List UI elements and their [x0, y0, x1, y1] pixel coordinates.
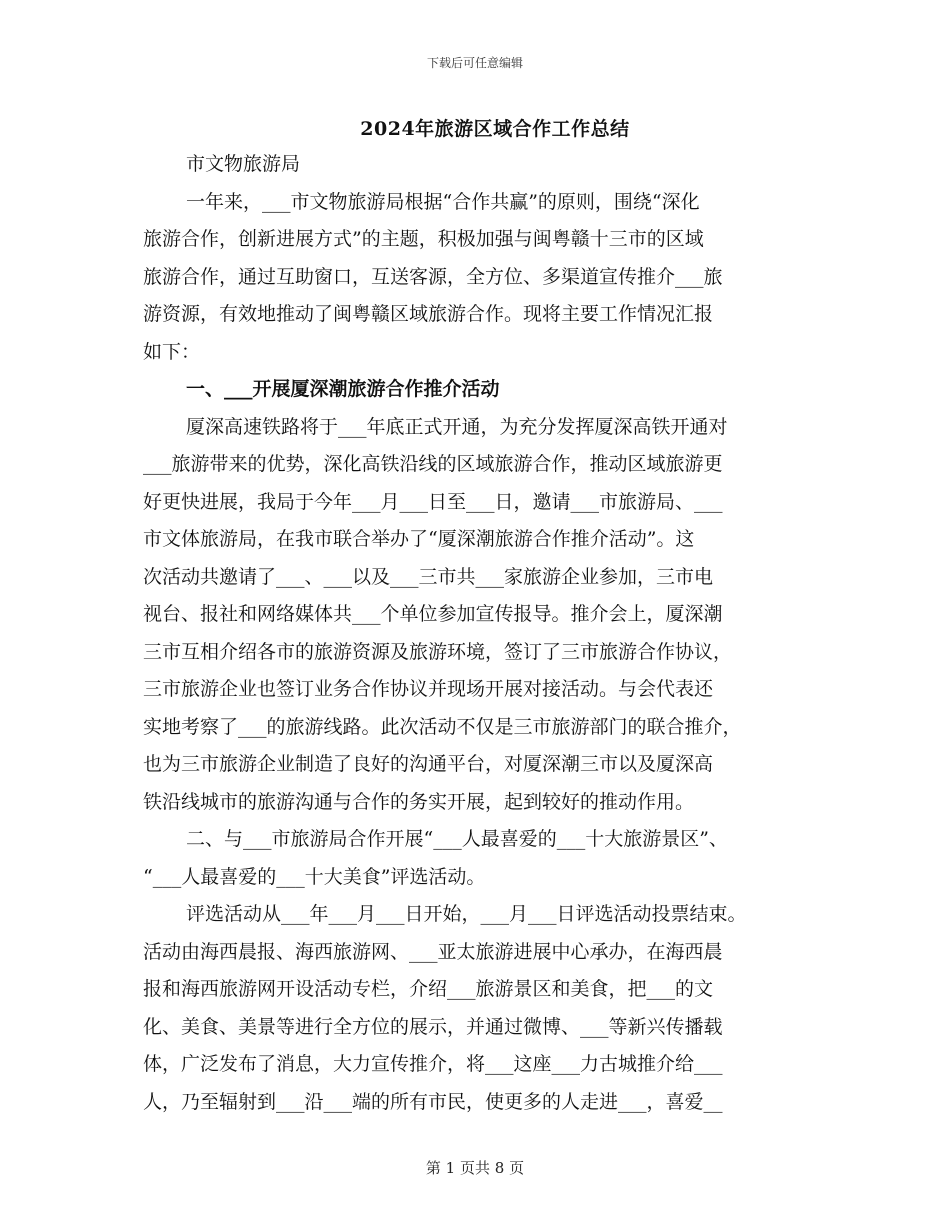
paragraph-line: 评选活动从___年___月___日开始，___月___日评选活动投票结束。 [186, 903, 747, 925]
paragraph-line: 市文体旅游局，在我市联合举办了“厦深潮旅游合作推介活动”。这 [143, 528, 695, 550]
paragraph-line: 活动由海西晨报、海西旅游网、___亚太旅游进展中心承办，在海西晨 [143, 940, 723, 963]
paragraph-line: 视台、报社和网络媒体共___个单位参加宣传报导。推介会上，厦深潮 [143, 603, 723, 625]
section-heading-1: 一、___开展厦深潮旅游合作推介活动 [186, 378, 500, 400]
paragraph-line: ___旅游带来的优势，深化高铁沿线的区域旅游合作，推动区域旅游更 [143, 453, 723, 475]
section-heading-2-continued: “___人最喜爱的___十大美食”评选活动。 [143, 865, 486, 888]
paragraph-line: 旅游合作，创新进展方式”的主题，积极加强与闽粤赣十三市的区域 [143, 228, 704, 250]
page-header-note: 下载后可任意编辑 [426, 56, 523, 70]
paragraph-line: 如下： [143, 340, 201, 363]
paragraph-line: 三市旅游企业也签订业务合作协议并现场开展对接活动。与会代表还 [143, 678, 714, 700]
document-title: 2024年旅游区域合作工作总结 [360, 118, 630, 140]
paragraph-line: 厦深高速铁路将于___年底正式开通，为充分发挥厦深高铁开通对 [186, 415, 728, 438]
paragraph-line: 化、美食、美景等进行全方位的展示，并通过微博、___等新兴传播载 [143, 1015, 723, 1038]
paragraph-line: 铁沿线城市的旅游沟通与合作的务实开展，起到较好的推动作用。 [143, 790, 695, 813]
paragraph-line: 三市互相介绍各市的旅游资源及旅游环境，签订了三市旅游合作协议， [143, 640, 733, 663]
page-number-footer: 第 1 页共 8 页 [425, 1159, 525, 1177]
paragraph-line: 报和海西旅游网开设活动专栏，介绍___旅游景区和美食，把___的文 [143, 978, 714, 1000]
paragraph-line: 实地考察了___的旅游线路。此次活动不仅是三市旅游部门的联合推介， [143, 715, 742, 738]
paragraph-line: 人，乃至辐射到___沿___端的所有市民，使更多的人走进___，喜爱__ [143, 1090, 723, 1113]
paragraph-line: 体，广泛发布了消息，大力宣传推介，将___这座___力古城推介给___ [143, 1053, 723, 1075]
document-body [143, 146, 833, 1121]
author-line: 市文物旅游局 [186, 153, 301, 175]
section-heading-2: 二、与___市旅游局合作开展“___人最喜爱的___十大旅游景区”、 [186, 828, 728, 850]
paragraph-line: 一年来，___市文物旅游局根据“合作共赢”的原则，围绕“深化 [186, 190, 700, 213]
paragraph-line: 好更快进展，我局于今年___月___日至___日，邀请___市旅游局、___ [143, 490, 723, 513]
paragraph-line: 次活动共邀请了___、___以及___三市共___家旅游企业参加，三市电 [143, 565, 714, 588]
paragraph-line: 旅游合作，通过互助窗口，互送客源，全方位、多渠道宣传推介___旅 [143, 265, 723, 288]
paragraph-line: 也为三市旅游企业制造了良好的沟通平台，对厦深潮三市以及厦深高 [143, 753, 714, 775]
paragraph-line: 游资源，有效地推动了闽粤赣区域旅游合作。现将主要工作情况汇报 [143, 303, 714, 325]
